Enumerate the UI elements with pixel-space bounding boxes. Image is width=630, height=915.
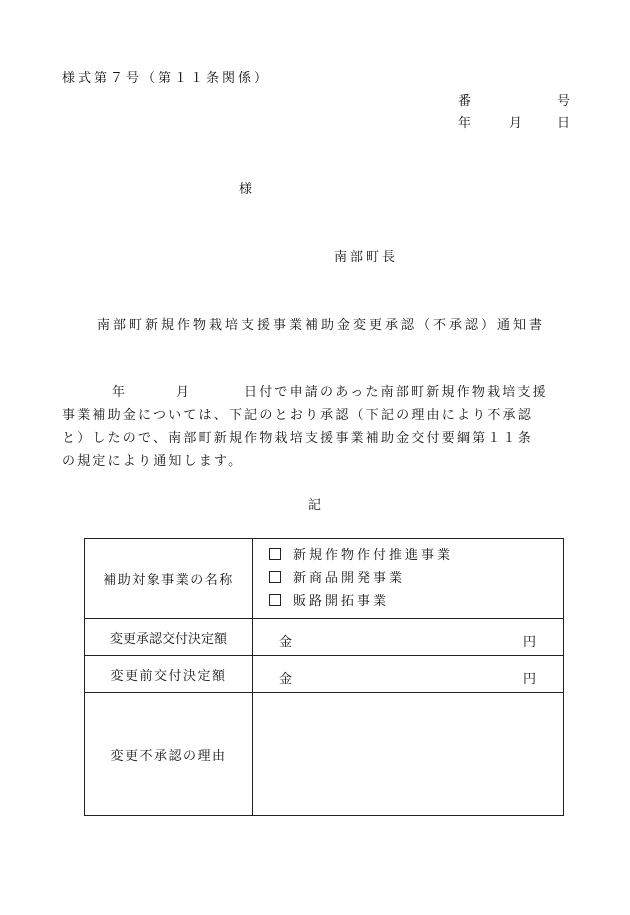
- project-option-label: 新商品開発事業: [293, 571, 406, 586]
- details-table: [84, 538, 564, 816]
- project-option[interactable]: [269, 590, 563, 613]
- disapproval-reason-label: 変更不承認の理由: [110, 748, 227, 764]
- previous-amount-label-cell: [85, 656, 253, 693]
- document-title: 南部町新規作物栽培支援事業補助金変更承認（不承認）通知書: [97, 318, 546, 333]
- number-label-ban: 番: [458, 94, 472, 109]
- ki-label: 記: [308, 498, 322, 513]
- disapproval-reason-cell[interactable]: [253, 693, 564, 816]
- project-option[interactable]: [269, 567, 563, 590]
- body-date-year: 年: [112, 385, 126, 400]
- body-line-2: 事業補助金については、下記のとおり承認（下記の理由により不承認: [62, 408, 533, 423]
- body-line-1: 日付で申請のあった南部町新規作物栽培支援: [244, 385, 548, 400]
- body-date-month: 月: [176, 385, 190, 400]
- table-row: [85, 693, 564, 816]
- project-option[interactable]: [269, 544, 563, 567]
- number-label-go: 号: [557, 94, 571, 109]
- checkbox-icon[interactable]: [269, 548, 281, 560]
- date-label-day: 日: [557, 116, 571, 131]
- project-option-label: 新規作物作付推進事業: [293, 548, 454, 563]
- checkbox-icon[interactable]: [269, 571, 281, 583]
- approved-amount-label-cell: [85, 619, 253, 656]
- checkbox-icon[interactable]: [269, 594, 281, 606]
- table-row: [85, 656, 564, 693]
- previous-amount-label: 変更前交付決定額: [110, 668, 227, 684]
- approved-amount-label: 変更承認交付決定額: [109, 631, 227, 647]
- body-line-3: と）したので、南部町新規作物栽培支援事業補助金交付要綱第１１条: [62, 431, 533, 446]
- date-label-year: 年: [458, 116, 472, 131]
- form-number: 様式第７号（第１１条関係）: [62, 71, 271, 86]
- table-row: [85, 619, 564, 656]
- kin-label: 金: [279, 635, 293, 650]
- body-line-4: の規定により通知します。: [62, 454, 244, 469]
- approved-amount-cell[interactable]: [253, 619, 564, 656]
- project-options-cell: [253, 539, 564, 619]
- subsidy-project-name-label-cell: [85, 539, 253, 619]
- project-option-label: 販路開拓事業: [293, 594, 390, 609]
- disapproval-reason-label-cell: [85, 693, 253, 816]
- previous-amount-cell[interactable]: [253, 656, 564, 693]
- subsidy-project-name-label: 補助対象事業の名称: [103, 573, 234, 588]
- issuer-name: 南部町長: [334, 250, 399, 265]
- kin-label: 金: [279, 672, 293, 687]
- addressee-sama: 様: [239, 182, 253, 197]
- table-row: [85, 539, 564, 619]
- date-label-month: 月: [509, 116, 523, 131]
- yen-label: 円: [522, 635, 536, 650]
- yen-label: 円: [522, 672, 536, 687]
